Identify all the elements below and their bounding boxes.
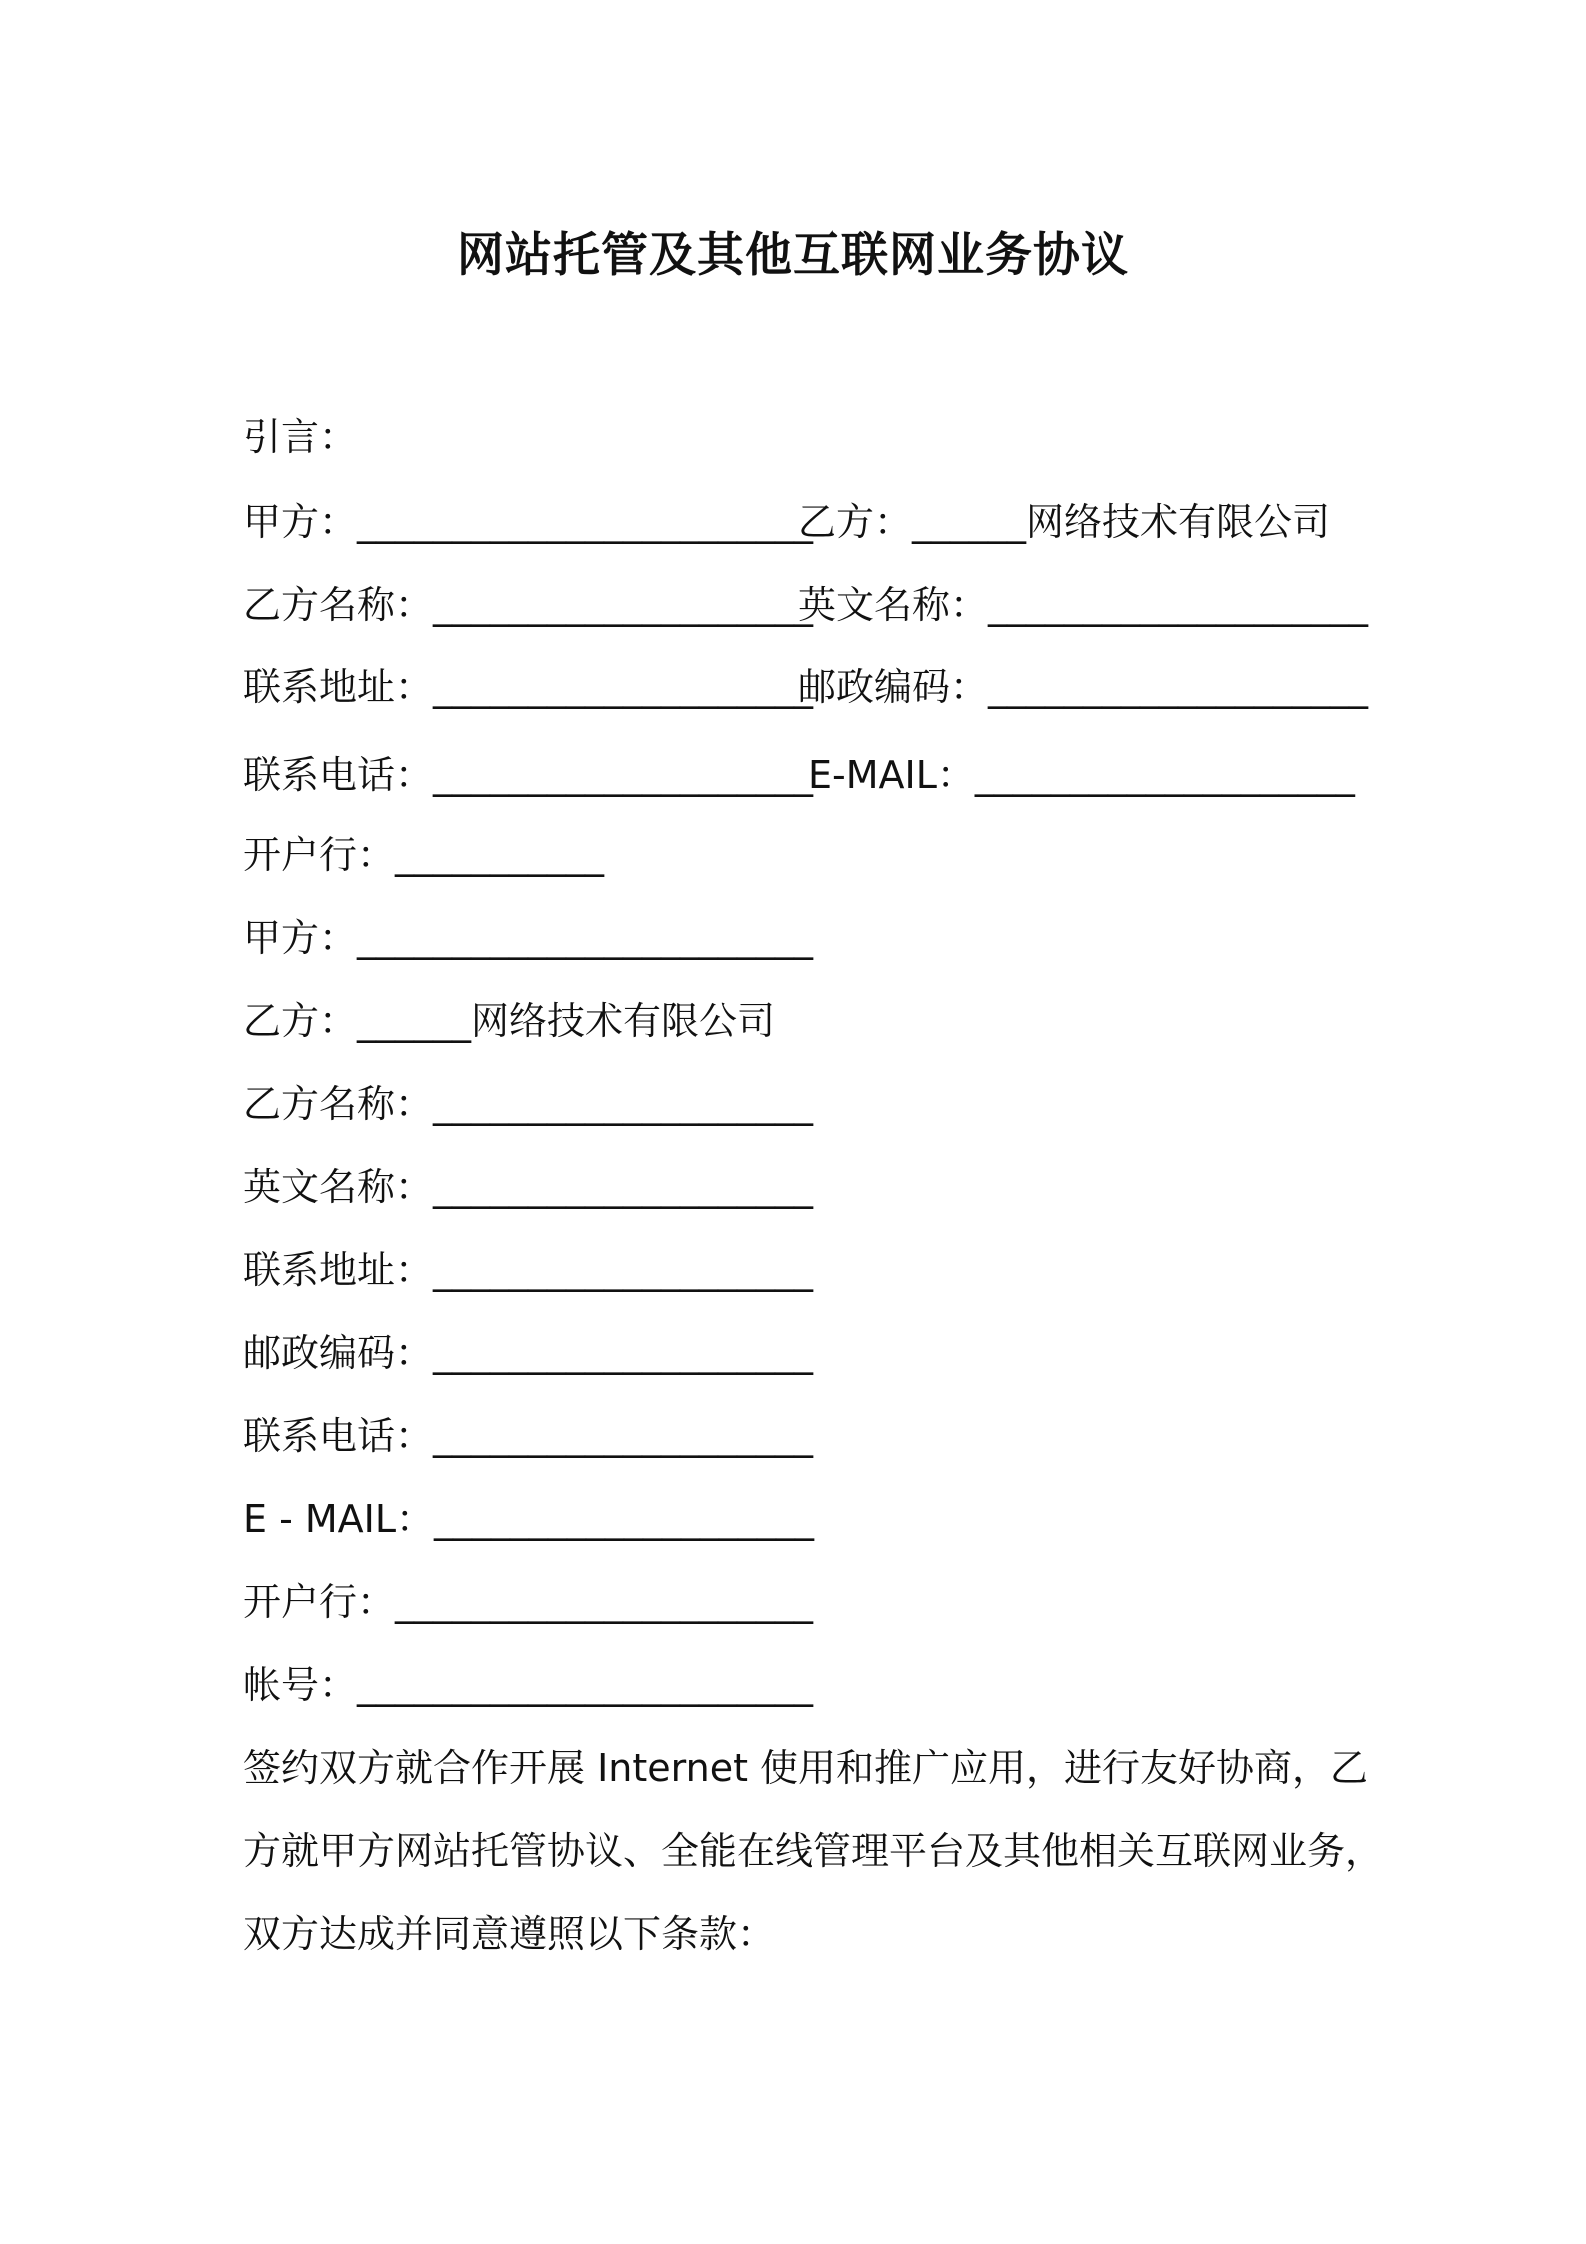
bank-line: 开户行：______________________ <box>243 1580 814 1624</box>
address-line: 联系地址：____________________ <box>243 1248 814 1292</box>
header-row-party-a <box>243 497 1331 547</box>
party-b-line: 乙方：______网络技术有限公司 <box>243 999 776 1043</box>
account-line: 帐号：________________________ <box>243 1663 814 1707</box>
intro-label: 引言： <box>243 415 358 459</box>
address-field: 联系地址：____________________ <box>243 665 814 709</box>
paragraph-line-1: 签约双方就合作开展 Internet 使用和推广应用，进行友好协商，乙 <box>243 1746 1369 1790</box>
header-row-contact <box>243 750 1355 800</box>
header-row-names <box>243 580 1369 630</box>
party-a-line: 甲方：________________________ <box>243 916 814 960</box>
party-b-field: 乙方：______网络技术有限公司 <box>798 500 1331 544</box>
email-line: E - MAIL：____________________ <box>243 1497 815 1541</box>
postcode-field: 邮政编码：____________________ <box>798 665 1369 709</box>
english-name-line: 英文名称：____________________ <box>243 1165 814 1209</box>
document-title: 网站托管及其他互联网业务协议 <box>457 228 1129 283</box>
phone-line: 联系电话：____________________ <box>243 1414 814 1458</box>
party-a-field: 甲方：________________________ <box>243 500 814 544</box>
party-b-name-line: 乙方名称：____________________ <box>243 1082 814 1126</box>
bank-field-short: 开户行：___________ <box>243 833 605 877</box>
email-field: E-MAIL：____________________ <box>808 753 1355 797</box>
paragraph-line-3: 双方达成并同意遵照以下条款： <box>243 1912 776 1956</box>
party-b-name-field: 乙方名称：____________________ <box>243 583 814 627</box>
paragraph-line-2: 方就甲方网站托管协议、全能在线管理平台及其他相关互联网业务， <box>243 1829 1384 1873</box>
header-row-address <box>243 662 1369 712</box>
english-name-field: 英文名称：____________________ <box>798 583 1369 627</box>
postcode-line: 邮政编码：____________________ <box>243 1331 814 1375</box>
phone-field: 联系电话：____________________ <box>243 753 814 797</box>
